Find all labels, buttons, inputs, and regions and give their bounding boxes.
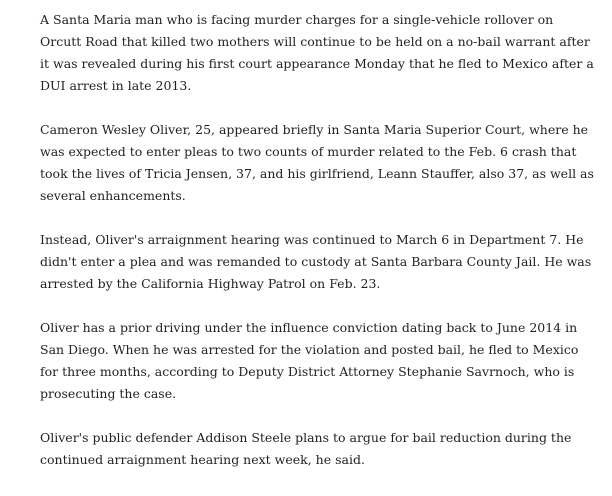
article-paragraph-5: Oliver's public defender Addison Steele plans to argue for bail reduction during the continued arraignment hearing next week, he said. — [40, 430, 572, 467]
article-body — [40, 9, 595, 471]
article-paragraph-4: Oliver has a prior driving under the influence conviction dating back to June 2014 in San Diego. When he was arrested for the violation and posted bail, he fled to Mexico for three months, according to Deputy District Attorney Stephanie Savrnoch, who is prosecuting the case. — [40, 320, 579, 401]
article-paragraph-1: A Santa Maria man who is facing murder charges for a single-vehicle rollover on Orcutt Road that killed two mothers will continue to be held on a no-bail warrant after it was revealed during his first court appearance Monday that he fled to Mexico after a DUI arrest in late 2013. — [40, 12, 594, 93]
article-paragraph-3: Instead, Oliver's arraignment hearing was continued to March 6 in Department 7. He didn't enter a plea and was remanded to custody at Santa Barbara County Jail. He was arrested by the California Highway Patrol on Feb. 23. — [40, 232, 592, 291]
article-paragraph-2: Cameron Wesley Oliver, 25, appeared briefly in Santa Maria Superior Court, where he was expected to enter pleas to two counts of murder related to the Feb. 6 crash that took the lives of Tricia Jensen, 37, and his girlfriend, Leann Stauffer, also 37, as well as several enhancements. — [40, 122, 594, 203]
